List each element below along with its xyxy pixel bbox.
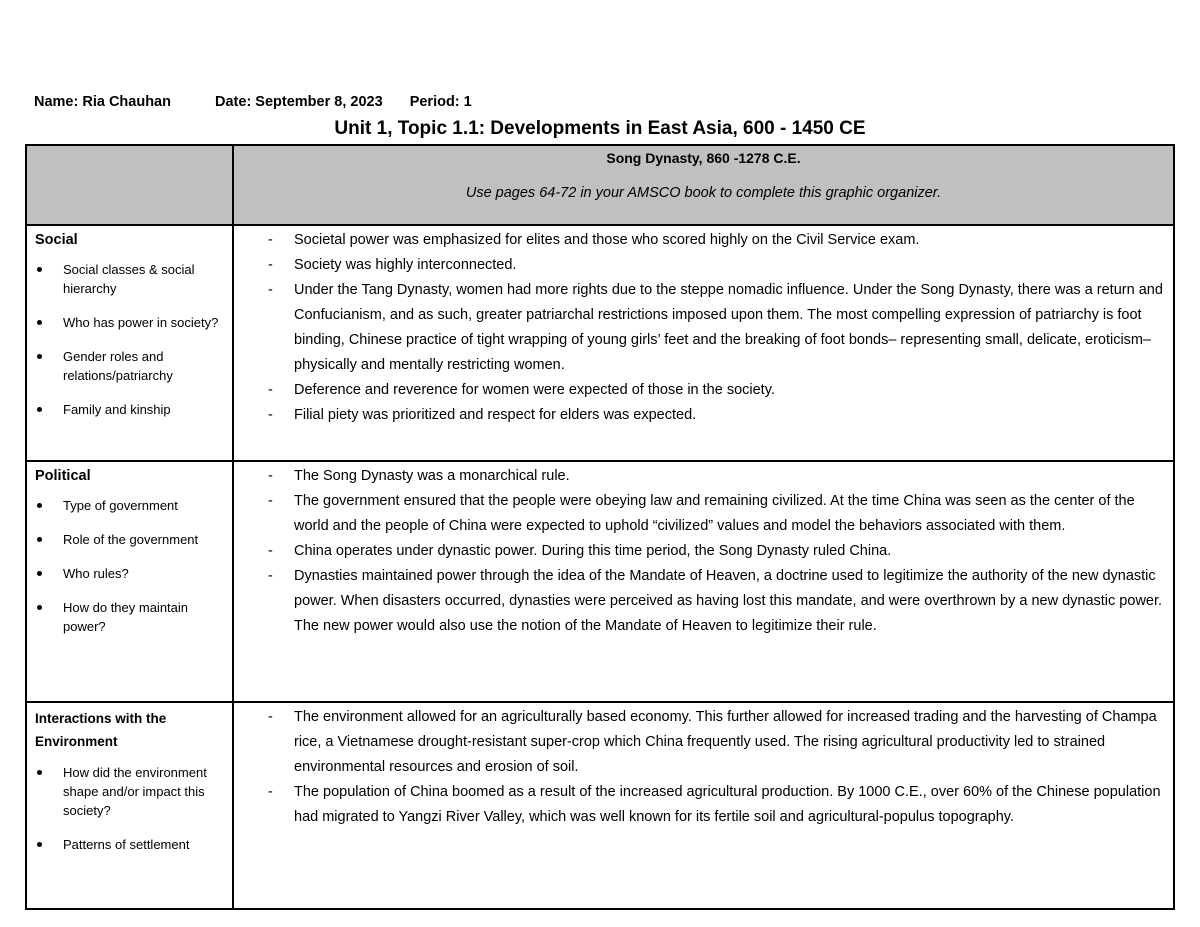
environment-prompts	[35, 763, 224, 854]
social-notes-cell	[233, 225, 1174, 461]
student-info	[34, 94, 472, 110]
note-item: - The government ensured that the people were obeying law and remaining civilized. At the time China was seen as the center of the world and the people of China were expected to uphold “civilized” values and model the behaviors associated with them.	[234, 489, 1165, 539]
page-title: Unit 1, Topic 1.1: Developments in East Asia, 600 - 1450 CE	[334, 118, 866, 139]
list-item: Gender roles and relations/patriarchy	[35, 347, 224, 385]
note-item: - Deference and reverence for women were expected of those in the society.	[234, 378, 1165, 403]
political-title: Political	[35, 468, 91, 484]
environment-notes	[234, 705, 1165, 830]
list-item: Who has power in society?	[35, 313, 224, 332]
note-item: - Societal power was emphasized for elites and those who scored highly on the Civil Service exam.	[234, 228, 1165, 253]
list-item: Patterns of settlement	[35, 835, 224, 854]
note-item: - Filial piety was prioritized and respect for elders was expected.	[234, 403, 1165, 428]
social-prompts	[35, 260, 224, 419]
list-item: Family and kinship	[35, 400, 224, 419]
date: Date: September 8, 2023	[215, 94, 383, 110]
period: Period: 1	[409, 94, 472, 110]
note-item: - Dynasties maintained power through the idea of the Mandate of Heaven, a doctrine used to legitimize the authority of the new dynastic power. When disasters occurred, dynasties were perceived as having lost this mandate, and were overthrown by a new dynastic power. The new power would also use the notion of the Mandate of Heaven to legitimize their rule.	[234, 564, 1165, 639]
header-blank-cell	[26, 145, 233, 225]
social-row	[26, 225, 1174, 461]
social-notes	[234, 228, 1165, 428]
political-prompts	[35, 496, 224, 636]
political-notes	[234, 464, 1165, 639]
list-item: Type of government	[35, 496, 224, 515]
political-notes-cell	[233, 461, 1174, 702]
graphic-organizer-table	[25, 144, 1175, 910]
list-item: How do they maintain power?	[35, 598, 224, 636]
note-item: - Society was highly interconnected.	[234, 253, 1165, 278]
social-category-cell	[26, 225, 233, 461]
environment-notes-cell	[233, 702, 1174, 909]
environment-category-cell	[26, 702, 233, 909]
table-header-row	[26, 145, 1174, 225]
note-item: - The environment allowed for an agriculturally based economy. This further allowed for increased trading and the harvesting of Champa rice, a Vietnamese drought-resistant super-crop which China frequently used. The rising agricultural productivity led to strained environmental resources and erosion of soil.	[234, 705, 1165, 780]
list-item: Role of the government	[35, 530, 224, 549]
social-title: Social	[35, 232, 78, 248]
list-item: How did the environment shape and/or impact this society?	[35, 763, 224, 820]
political-category-cell	[26, 461, 233, 702]
note-item: - The population of China boomed as a result of the increased agricultural production. By 1000 C.E., over 60% of the Chinese population had migrated to Yangzi River Valley, which was well known for its fertile soil and agricultural-populus topography.	[234, 780, 1165, 830]
dynasty-title: Song Dynasty, 860 -1278 C.E.	[606, 150, 801, 166]
environment-title: Interactions with the Environment	[35, 711, 167, 749]
note-item: - Under the Tang Dynasty, women had more rights due to the steppe nomadic influence. Under the Song Dynasty, there was a return and Confucianism, and as such, greater patriarchal restrictions imposed upon them. The most compelling expression of patriarchy is foot binding, Chinese practice of tight wrapping of young girls’ feet and the breaking of foot bonds– representing small, delicate, eroticism– physically and mentally restricting women.	[234, 278, 1165, 378]
note-item: - China operates under dynastic power. During this time period, the Song Dynasty ruled China.	[234, 539, 1165, 564]
political-row	[26, 461, 1174, 702]
list-item: Who rules?	[35, 564, 224, 583]
environment-row	[26, 702, 1174, 909]
header-dynasty-cell	[233, 145, 1174, 225]
instructions: Use pages 64-72 in your AMSCO book to complete this graphic organizer.	[465, 185, 942, 201]
student-name: Name: Ria Chauhan	[34, 94, 171, 110]
note-item: - The Song Dynasty was a monarchical rule.	[234, 464, 1165, 489]
list-item: Social classes & social hierarchy	[35, 260, 224, 298]
